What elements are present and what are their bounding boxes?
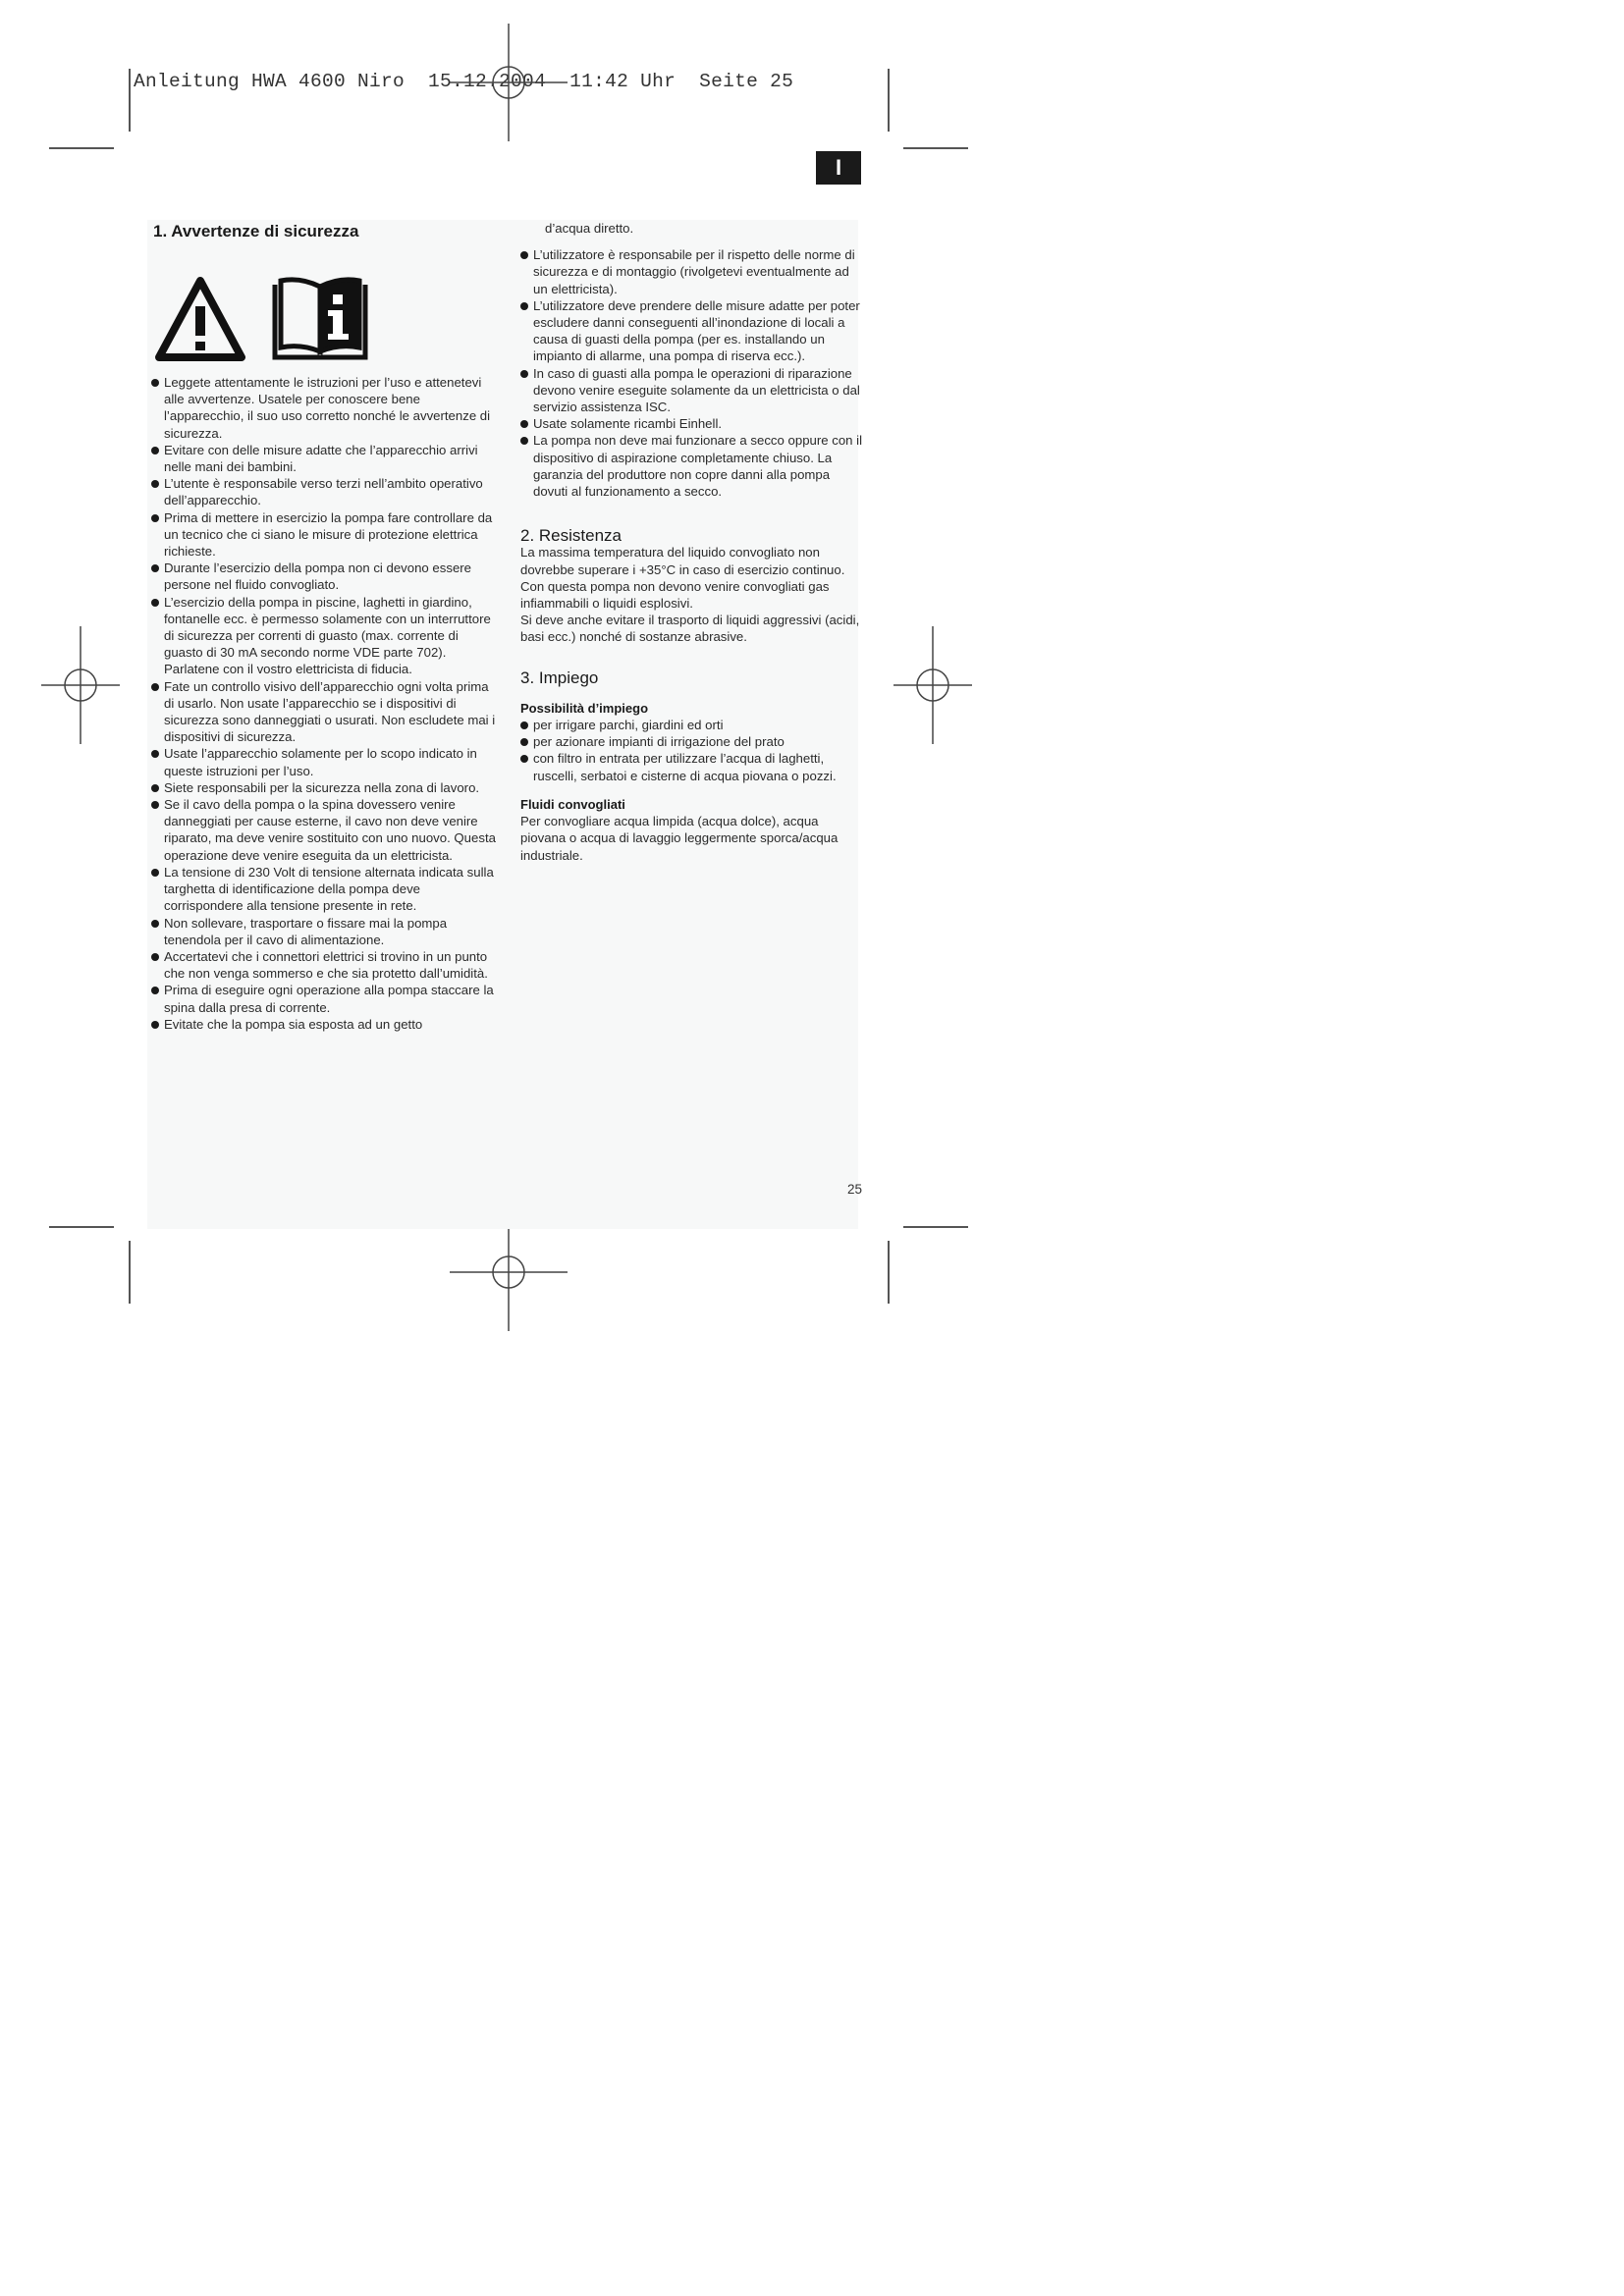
section-title-use: 3. Impiego [520,667,599,687]
list-item: La pompa non deve mai funzionare a secco oppure con il dispositivo di aspirazione completamente chiuso. La garanzia del produttore non copre danni alla pompa dovuti al funzionamento a secco. [520,432,864,500]
crop-mark [903,147,968,149]
registration-mark-icon [450,1213,568,1331]
print-slug: Anleitung HWA 4600 Niro 15.12.2004 11:42 Uhr Seite 25 [134,71,794,92]
registration-mark-icon [22,626,139,744]
language-tab: I [816,151,861,185]
warning-triangle-icon [155,275,245,361]
list-item: Se il cavo della pompa o la spina dovessero venire danneggiati per cause esterne, il cavo non deve venire riparato, ma deve venire sostituito con uno nuovo. Questa operazione deve venire eseguita da un elettricista. [151,796,497,864]
list-item: L’esercizio della pompa in piscine, laghetti in giardino, fontanelle ecc. è permesso solamente con un interruttore di sicurezza per correnti di guasto (max. corrente di guasto di 30 mA secondo norme VDE parte 702). Parlatene con il vostro elettricista di fiducia. [151,594,497,678]
crop-mark [49,1226,114,1228]
registration-mark-icon [874,626,992,744]
list-item: Non sollevare, trasportare o fissare mai la pompa tenendola per il cavo di alimentazione. [151,915,497,948]
list-item: Siete responsabili per la sicurezza nella zona di lavoro. [151,779,497,796]
list-item: Prima di eseguire ogni operazione alla pompa staccare la spina dalla presa di corrente. [151,982,497,1015]
list-item: Fate un controllo visivo dell’apparecchio ogni volta prima di usarlo. Non usate l’apparecchio se i dispositivi di sicurezza sono danneggiati o usurati. Non escludete mai i dispositivi di sicurezza. [151,678,497,746]
paragraph: Per convogliare acqua limpida (acqua dolce), acqua piovana o acqua di lavaggio leggermente sporca/acqua industriale. [520,814,839,863]
applications-list [520,717,864,784]
paragraph: La massima temperatura del liquido convogliato non dovrebbe superare i +35°C in caso di esercizio continuo. [520,545,845,577]
list-item: Leggete attentamente le istruzioni per l’uso e attenetevi alle avvertenze. Usatele per conoscere bene l’apparecchio, il suo uso corretto nonché le avvertenze di sicurezza. [151,374,497,442]
list-item: per irrigare parchi, giardini ed orti [520,717,864,733]
list-item: per azionare impianti di irrigazione del prato [520,733,864,750]
section-title-safety: 1. Avvertenze di sicurezza [153,222,359,240]
list-item: L’utente è responsabile verso terzi nell’ambito operativo dell’apparecchio. [151,475,497,508]
list-item: con filtro in entrata per utilizzare l’acqua di laghetti, ruscelli, serbatoi e cisterne di acqua piovana o pozzi. [520,750,864,783]
page-number: 25 [847,1182,863,1197]
list-item: Durante l’esercizio della pompa non ci devono essere persone nel fluido convogliato. [151,560,497,593]
list-item: In caso di guasti alla pompa le operazioni di riparazione devono venire eseguite solamente da un elettricista o dal servizio assistenza ISC. [520,365,864,416]
crop-mark [888,69,890,132]
crop-mark [888,1241,890,1304]
list-item: Prima di mettere in esercizio la pompa fare controllare da un tecnico che ci siano le misure di protezione elettrica richieste. [151,509,497,561]
paragraph: Con questa pompa non devono venire convogliati gas infiammabili o liquidi esplosivi. [520,578,830,612]
list-item: Usate solamente ricambi Einhell. [520,415,864,432]
safety-list-continued [520,246,864,500]
info-manual-icon [271,273,369,363]
crop-mark [129,1241,131,1304]
registration-mark-icon [450,24,568,141]
list-item: L’utilizzatore è responsabile per il rispetto delle norme di sicurezza e di montaggio (rivolgetevi eventualmente ad un elettricista). [520,246,864,297]
continuation-text: d’acqua diretto. [545,221,634,236]
paragraph: Si deve anche evitare il trasporto di liquidi aggressivi (acidi, basi ecc.) nonché di sostanze abrasive. [520,613,860,645]
crop-mark [129,69,131,132]
section-title-resistance: 2. Resistenza [520,526,622,546]
left-column [151,374,497,1033]
list-item: L’utilizzatore deve prendere delle misure adatte per poter escludere danni conseguenti all’inondazione di locali a causa di guasti della pompa (per es. installando un impianto di allarme, una pompa di riserva ecc.). [520,297,864,365]
list-item: La tensione di 230 Volt di tensione alternata indicata sulla targhetta di identificazione della pompa deve corrispondere alla tensione presente in rete. [151,864,497,915]
right-column [520,220,864,864]
safety-list [151,374,497,1033]
safety-icons [155,273,369,363]
list-item: Evitate che la pompa sia esposta ad un getto [151,1016,497,1033]
list-item: Usate l’apparecchio solamente per lo scopo indicato in queste istruzioni per l’uso. [151,745,497,778]
crop-mark [903,1226,968,1228]
subsection-title-fluids: Fluidi convogliati [520,796,625,812]
list-item: Accertatevi che i connettori elettrici si trovino in un punto che non venga sommerso e che sia protetto dall’umidità. [151,948,497,982]
subsection-title-applications: Possibilità d’impiego [520,700,649,716]
crop-mark [49,147,114,149]
list-item: Evitare con delle misure adatte che l’apparecchio arrivi nelle mani dei bambini. [151,442,497,475]
